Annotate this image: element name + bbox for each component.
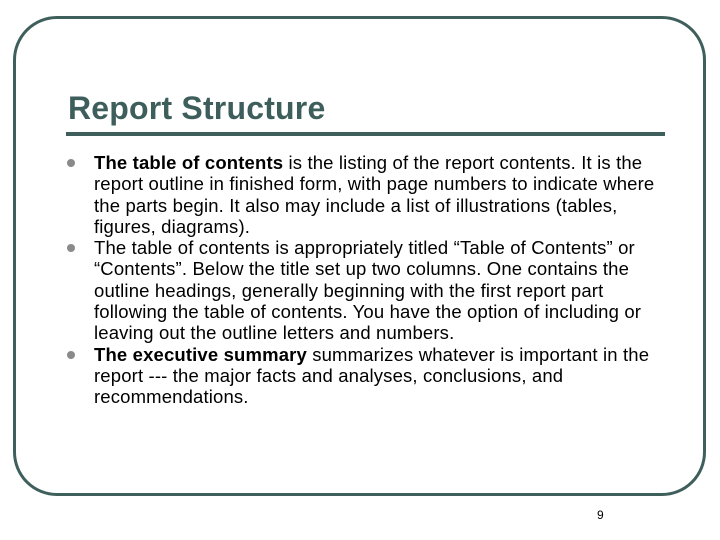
- title-underline: [66, 132, 665, 136]
- bullet-bold-lead: The executive summary: [94, 343, 307, 365]
- bullet-dot-icon: [67, 351, 75, 359]
- bullet-dot-icon: [67, 159, 75, 167]
- bullet-item-toc-title: [94, 237, 664, 343]
- page-number: 9: [597, 508, 604, 522]
- bullet-list: [94, 152, 664, 408]
- slide-title: Report Structure: [68, 90, 326, 126]
- bullet-text: summarizes whatever is important in the report --- the major facts and analyses, conclusions, and recommendations.: [94, 343, 650, 408]
- bullet-bold-lead: The table of contents: [94, 152, 284, 173]
- bullet-text: is the listing of the report contents. It is the report outline in finished form, with page numbers to indicate where the parts begin. It also may include a list of illustrations (tables, figures, diagrams).: [94, 152, 655, 237]
- bullet-item-table-of-contents: [94, 152, 664, 237]
- bullet-text: The table of contents is appropriately titled “Table of Contents” or “Contents”. Below the title set up two columns. One contains the outline headings, generally beginning with the first report part following the table of contents. You have the option of including or leaving out the outline letters and numbers.: [94, 237, 642, 344]
- bullet-item-executive-summary: [94, 344, 664, 408]
